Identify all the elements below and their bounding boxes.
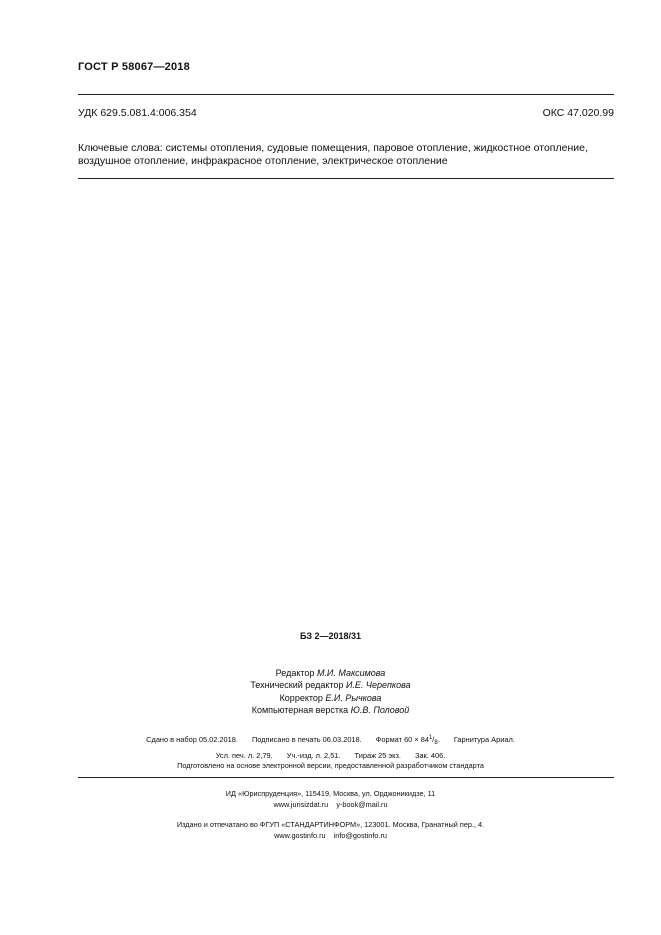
format-prefix: Формат 60 × 84 <box>375 735 429 744</box>
credit-role: Технический редактор <box>250 680 344 691</box>
oks-code: ОКС 47.020.99 <box>542 107 614 119</box>
publisher-email-link[interactable]: y-book@mail.ru <box>336 800 388 809</box>
print-info-line-1 <box>0 732 661 750</box>
credit-editor <box>0 667 661 679</box>
typeface: Гарнитура Ариал. <box>453 735 515 744</box>
credit-name: И.Е. Черепкова <box>345 680 411 691</box>
credits-block <box>0 667 661 716</box>
publisher-address: ИД «Юриспруденция», 115419, Москва, ул. Орджоникидзе, 11 <box>225 789 436 798</box>
credit-role: Корректор <box>279 692 323 703</box>
publisher-email-link[interactable]: info@gostinfo.ru <box>333 831 387 840</box>
publisher-address: Издано и отпечатано во ФГУП «СТАНДАРТИНФОРМ», 123001. Москва, Гранатный пер., 4. <box>176 820 485 829</box>
credit-tech-editor <box>0 679 661 691</box>
top-divider <box>78 94 614 95</box>
credit-name: М.И. Максимова <box>316 668 386 678</box>
credit-name: Ю.В. Половой <box>350 704 410 715</box>
print-run: Тираж 25 экз. <box>354 750 401 760</box>
submitted-date: Сдано в набор 05.02.2018. <box>146 735 238 744</box>
print-sheets: Усл. печ. л. 2,79. <box>215 750 273 760</box>
credit-name: Е.И. Рычкова <box>325 692 382 703</box>
format-slash: / <box>432 735 435 744</box>
keywords-block <box>78 142 614 168</box>
prepared-note: Подготовлено на основе электронной версии, предоставленной разработчиком стандарта <box>177 761 484 770</box>
publisher-standartinform <box>0 819 661 841</box>
credit-proofreader <box>0 692 661 704</box>
print-info <box>0 732 661 762</box>
publisher-site-link[interactable]: www.gostinfo.ru <box>274 831 326 840</box>
format-numerator: 1 <box>428 735 433 741</box>
order-number: Зак. 406. <box>414 750 446 760</box>
format-suffix: . <box>437 735 440 744</box>
keywords-divider <box>78 178 614 179</box>
signed-date: Подписано в печать 06.03.2018. <box>251 735 362 744</box>
credit-layout <box>0 704 661 716</box>
keywords-text: системы отопления, судовые помещения, паровое отопление, жидкостное отопление, воздушное отопление, инфракрасное отопление, электрическое отопление <box>78 142 588 167</box>
bz-code: БЗ 2—2018/31 <box>299 631 362 641</box>
publication-sheets: Уч.-изд. л. 2,51. <box>286 750 341 760</box>
standard-code: ГОСТ Р 58067—2018 <box>78 61 190 73</box>
publisher-contacts <box>0 830 661 841</box>
publisher-jurisprudence <box>0 788 661 810</box>
format-denominator: 8 <box>434 740 438 746</box>
credit-role: Компьютерная верстка <box>251 704 349 715</box>
publisher-contacts <box>0 799 661 810</box>
publisher-site-link[interactable]: www.jurisizdat.ru <box>273 800 329 809</box>
footer-divider <box>78 777 614 778</box>
keywords-label: Ключевые слова: <box>78 142 163 154</box>
paper-format <box>376 732 440 750</box>
credit-role: Редактор <box>275 668 315 678</box>
udk-code: УДК 629.5.081.4:006.354 <box>78 107 197 119</box>
